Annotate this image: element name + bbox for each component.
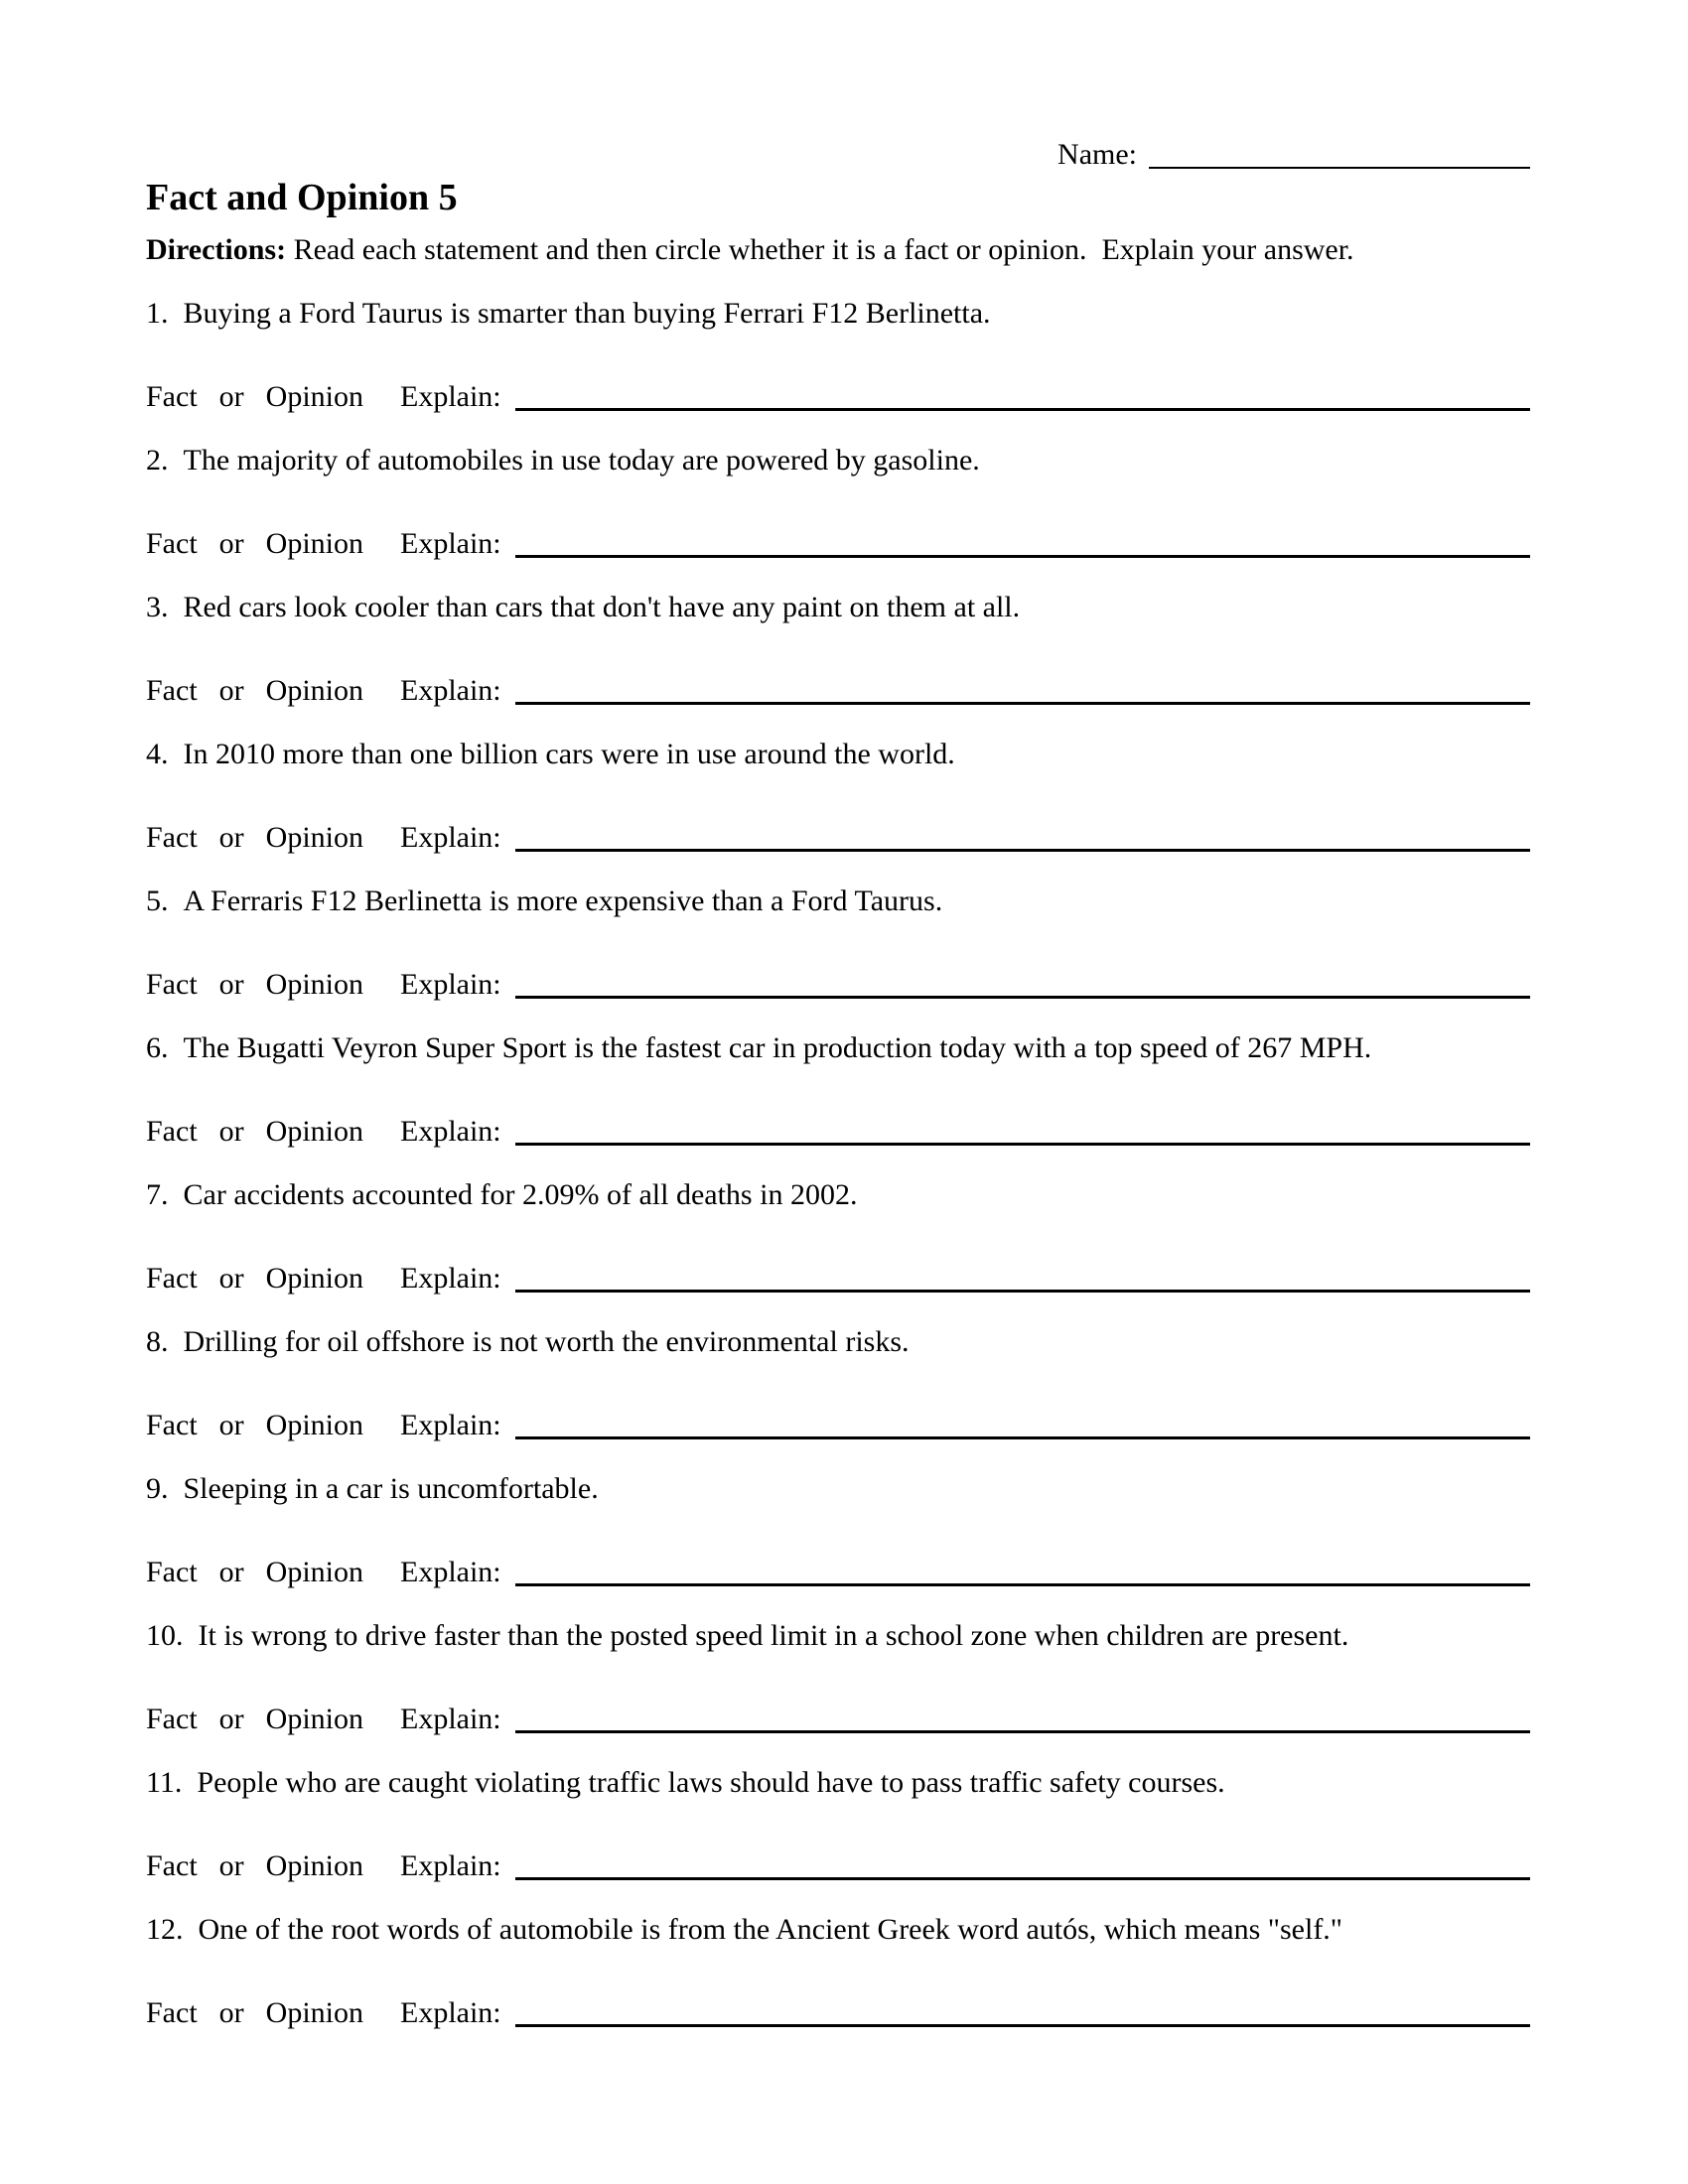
- statement-number: 5.: [146, 885, 169, 917]
- statement-8: [146, 1322, 1530, 1362]
- statement-number: 7.: [146, 1178, 169, 1211]
- statement-2: [146, 441, 1530, 480]
- answer-row-12: [146, 1993, 1530, 2033]
- answer-row-2: [146, 524, 1530, 564]
- explain-blank-line: [515, 555, 1530, 558]
- explain-blank-line: [515, 996, 1530, 999]
- question-block-4: [146, 735, 1530, 858]
- statement-number: 9.: [146, 1472, 169, 1505]
- opinion-option: Opinion: [265, 1703, 363, 1735]
- page-title: Fact and Opinion 5: [146, 177, 458, 218]
- statement-1: [146, 294, 1530, 334]
- statement-text: In 2010 more than one billion cars were in use around the world.: [183, 738, 955, 770]
- explain-label: Explain:: [400, 380, 501, 413]
- fact-option: Fact: [146, 380, 198, 413]
- fact-option: Fact: [146, 968, 198, 1001]
- statement-text: The Bugatti Veyron Super Sport is the fastest car in production today with a top speed of 267 MPH.: [183, 1031, 1372, 1064]
- fact-option: Fact: [146, 1115, 198, 1148]
- fact-option: Fact: [146, 1556, 198, 1588]
- explain-blank-line: [515, 1290, 1530, 1293]
- explain-blank-line: [515, 2024, 1530, 2027]
- statement-number: 6.: [146, 1031, 169, 1064]
- question-block-3: [146, 588, 1530, 711]
- question-block-12: [146, 1910, 1530, 2033]
- question-block-7: [146, 1175, 1530, 1298]
- fact-option: Fact: [146, 1262, 198, 1295]
- statement-text: Drilling for oil offshore is not worth the environmental risks.: [183, 1325, 910, 1358]
- explain-label: Explain:: [400, 1996, 501, 2029]
- opinion-option: Opinion: [265, 1996, 363, 2029]
- statement-9: [146, 1469, 1530, 1509]
- question-block-6: [146, 1028, 1530, 1152]
- question-block-10: [146, 1616, 1530, 1739]
- statement-number: 11.: [146, 1766, 183, 1799]
- statement-number: 3.: [146, 591, 169, 623]
- explain-blank-line: [515, 408, 1530, 411]
- statement-number: 12.: [146, 1913, 184, 1946]
- explain-label: Explain:: [400, 1556, 501, 1588]
- statement-11: [146, 1763, 1530, 1803]
- explain-label: Explain:: [400, 968, 501, 1001]
- explain-label: Explain:: [400, 1115, 501, 1148]
- statement-text: Sleeping in a car is uncomfortable.: [183, 1472, 599, 1505]
- explain-label: Explain:: [400, 674, 501, 707]
- fact-option: Fact: [146, 821, 198, 854]
- opinion-option: Opinion: [265, 1849, 363, 1882]
- statement-text: The majority of automobiles in use today are powered by gasoline.: [183, 444, 980, 477]
- explain-label: Explain:: [400, 1703, 501, 1735]
- or-label: or: [218, 674, 244, 707]
- answer-row-8: [146, 1406, 1530, 1445]
- explain-label: Explain:: [400, 1849, 501, 1882]
- statement-3: [146, 588, 1530, 627]
- statement-number: 8.: [146, 1325, 169, 1358]
- fact-option: Fact: [146, 1849, 198, 1882]
- fact-option: Fact: [146, 1703, 198, 1735]
- answer-row-3: [146, 671, 1530, 711]
- explain-blank-line: [515, 849, 1530, 852]
- answer-row-4: [146, 818, 1530, 858]
- or-label: or: [218, 1409, 244, 1441]
- statement-text: Red cars look cooler than cars that don't have any paint on them at all.: [183, 591, 1021, 623]
- explain-label: Explain:: [400, 1262, 501, 1295]
- statement-5: [146, 882, 1530, 921]
- fact-option: Fact: [146, 1409, 198, 1441]
- answer-row-11: [146, 1846, 1530, 1886]
- statement-6: [146, 1028, 1530, 1068]
- opinion-option: Opinion: [265, 527, 363, 560]
- question-block-2: [146, 441, 1530, 564]
- or-label: or: [218, 1556, 244, 1588]
- opinion-option: Opinion: [265, 1556, 363, 1588]
- statement-text: Car accidents accounted for 2.09% of all deaths in 2002.: [183, 1178, 858, 1211]
- opinion-option: Opinion: [265, 674, 363, 707]
- statement-number: 2.: [146, 444, 169, 477]
- question-block-11: [146, 1763, 1530, 1886]
- answer-row-6: [146, 1112, 1530, 1152]
- name-label: Name:: [1057, 138, 1137, 171]
- statement-text: One of the root words of automobile is from the Ancient Greek word autós, which means "self.": [198, 1913, 1343, 1946]
- opinion-option: Opinion: [265, 821, 363, 854]
- directions-label: Directions:: [146, 233, 287, 266]
- explain-blank-line: [515, 1143, 1530, 1146]
- fact-option: Fact: [146, 527, 198, 560]
- statement-number: 1.: [146, 297, 169, 330]
- directions-text: Read each statement and then circle whether it is a fact or opinion. Explain your answer.: [286, 233, 1354, 266]
- statement-12: [146, 1910, 1530, 1950]
- opinion-option: Opinion: [265, 380, 363, 413]
- statement-text: It is wrong to drive faster than the posted speed limit in a school zone when children are present.: [198, 1619, 1349, 1652]
- statement-number: 10.: [146, 1619, 184, 1652]
- or-label: or: [218, 1849, 244, 1882]
- or-label: or: [218, 821, 244, 854]
- name-blank-line: [1149, 167, 1530, 169]
- statement-number: 4.: [146, 738, 169, 770]
- statement-10: [146, 1616, 1530, 1656]
- statement-text: Buying a Ford Taurus is smarter than buying Ferrari F12 Berlinetta.: [183, 297, 991, 330]
- answer-row-7: [146, 1259, 1530, 1298]
- statement-7: [146, 1175, 1530, 1215]
- statement-4: [146, 735, 1530, 774]
- answer-row-1: [146, 377, 1530, 417]
- question-block-8: [146, 1322, 1530, 1445]
- opinion-option: Opinion: [265, 1409, 363, 1441]
- explain-label: Explain:: [400, 821, 501, 854]
- or-label: or: [218, 1115, 244, 1148]
- opinion-option: Opinion: [265, 968, 363, 1001]
- or-label: or: [218, 527, 244, 560]
- explain-blank-line: [515, 1730, 1530, 1733]
- question-block-5: [146, 882, 1530, 1005]
- question-block-9: [146, 1469, 1530, 1592]
- or-label: or: [218, 1703, 244, 1735]
- explain-blank-line: [515, 1877, 1530, 1880]
- question-block-1: [146, 294, 1530, 417]
- explain-label: Explain:: [400, 527, 501, 560]
- or-label: or: [218, 1262, 244, 1295]
- or-label: or: [218, 1996, 244, 2029]
- fact-option: Fact: [146, 674, 198, 707]
- opinion-option: Opinion: [265, 1262, 363, 1295]
- or-label: or: [218, 968, 244, 1001]
- explain-label: Explain:: [400, 1409, 501, 1441]
- answer-row-9: [146, 1553, 1530, 1592]
- answer-row-5: [146, 965, 1530, 1005]
- fact-option: Fact: [146, 1996, 198, 2029]
- name-row: [146, 137, 1530, 173]
- answer-row-10: [146, 1700, 1530, 1739]
- opinion-option: Opinion: [265, 1115, 363, 1148]
- explain-blank-line: [515, 1583, 1530, 1586]
- or-label: or: [218, 380, 244, 413]
- explain-blank-line: [515, 1436, 1530, 1439]
- explain-blank-line: [515, 702, 1530, 705]
- statement-text: People who are caught violating traffic laws should have to pass traffic safety courses.: [197, 1766, 1225, 1799]
- statement-text: A Ferraris F12 Berlinetta is more expensive than a Ford Taurus.: [183, 885, 943, 917]
- directions: [146, 230, 1530, 270]
